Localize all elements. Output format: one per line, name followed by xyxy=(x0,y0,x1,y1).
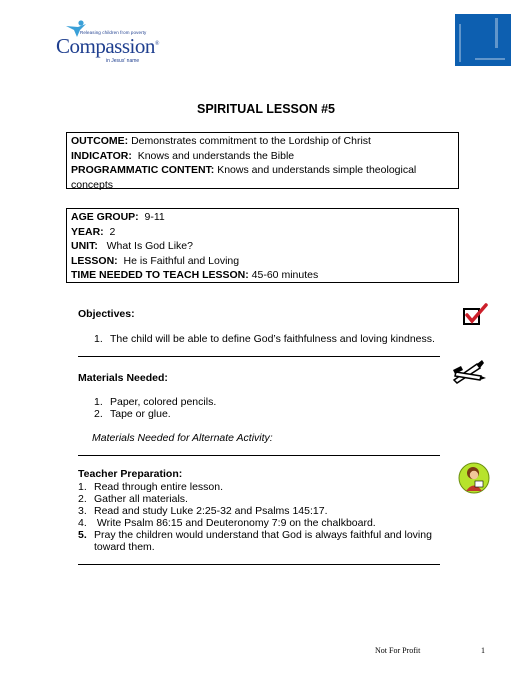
list-item: 1. The child will be able to define God’s faithfulness and loving kindness. xyxy=(94,333,435,345)
list-item-continuation: toward them. xyxy=(94,541,155,553)
checkbox-check-icon xyxy=(462,303,488,330)
page-title: SPIRITUAL LESSON #5 xyxy=(197,102,335,116)
list-item: 5. Pray the children would understand that God is always faithful and loving xyxy=(78,529,432,541)
page-number: 1 xyxy=(481,646,485,655)
year-line: YEAR: 2 xyxy=(71,225,116,238)
outcome-box xyxy=(66,132,459,189)
programmatic-line: PROGRAMMATIC CONTENT: Knows and understands simple theological xyxy=(71,164,417,176)
list-item: 2. Tape or glue. xyxy=(94,408,171,420)
list-item: 2. Gather all materials. xyxy=(78,493,188,505)
list-item: 1. Paper, colored pencils. xyxy=(94,396,217,408)
logo-tagline: Releasing children from poverty xyxy=(80,30,147,35)
unit-line: UNIT: What Is God Like? xyxy=(71,240,193,252)
list-item: 3. Read and study Luke 2:25-32 and Psalms 145:17. xyxy=(78,505,328,517)
programmatic-line-2: concepts xyxy=(71,178,114,191)
pencils-icon xyxy=(451,358,487,387)
divider xyxy=(78,564,440,565)
materials-heading: Materials Needed: xyxy=(78,372,168,384)
time-needed-line: TIME NEEDED TO TEACH LESSON: 45-60 minutes xyxy=(71,269,319,281)
logo-subline: in Jesus' name xyxy=(106,58,140,64)
objectives-heading: Objectives: xyxy=(78,308,135,320)
alternate-materials: Materials Needed for Alternate Activity: xyxy=(92,432,273,444)
lesson-info-box xyxy=(66,208,459,283)
divider xyxy=(78,356,440,357)
list-item: 4. Write Psalm 86:15 and Deuteronomy 7:9 on the chalkboard. xyxy=(78,517,376,529)
blue-decoration xyxy=(455,14,511,66)
teacher-icon xyxy=(458,462,490,497)
compassion-logo xyxy=(52,20,172,68)
divider xyxy=(78,455,440,456)
outcome-line: OUTCOME: Demonstrates commitment to the Lordship of Christ xyxy=(71,135,371,147)
age-group-line: AGE GROUP: 9-11 xyxy=(71,211,165,223)
list-item: 1. Read through entire lesson. xyxy=(78,481,223,493)
lesson-line: LESSON: He is Faithful and Loving xyxy=(71,254,240,267)
footer-text: Not For Profit xyxy=(375,646,421,655)
logo-brand: Compassion® xyxy=(56,34,159,58)
indicator-line: INDICATOR: Knows and understands the Bible xyxy=(71,149,295,162)
teacher-prep-heading: Teacher Preparation: xyxy=(78,468,183,480)
